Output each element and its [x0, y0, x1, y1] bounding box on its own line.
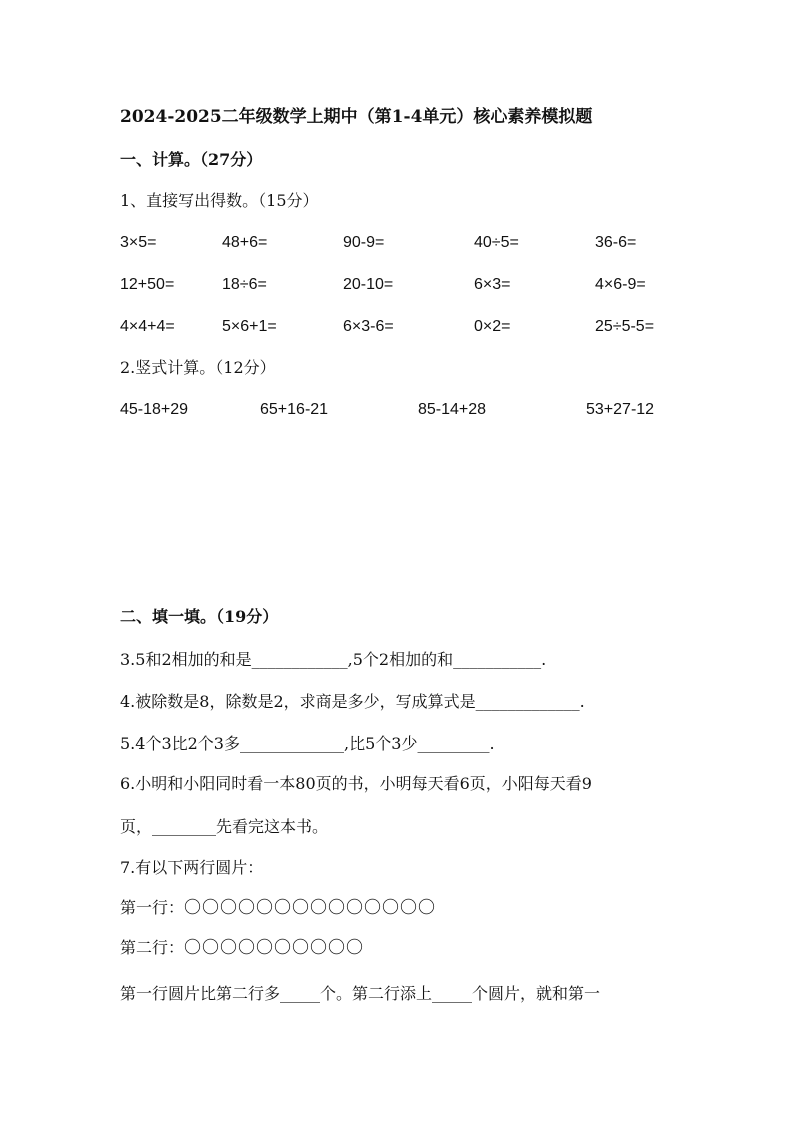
- answer-blank[interactable]: _____: [280, 984, 321, 1003]
- vertical-calc-item: 65+16-21: [260, 401, 329, 418]
- vertical-calc-item: 53+27-12: [586, 401, 655, 418]
- row-1-label: 第一行：: [120, 898, 185, 917]
- question-5: [120, 734, 495, 754]
- question-5-text: ,比5个3少: [344, 734, 418, 753]
- question-7-label: 7.有以下两行圆片：: [120, 858, 264, 877]
- calc-item: 90-9=: [343, 234, 385, 251]
- calc-item: 0×2=: [474, 318, 511, 335]
- section-heading-calculation: 一、计算。（27分）: [120, 150, 263, 169]
- calc-item: 18÷6=: [222, 276, 267, 293]
- question-7-text: 个。第二行添上: [320, 984, 433, 1003]
- question-7-last-line: [120, 984, 600, 1004]
- answer-blank[interactable]: _________: [417, 734, 490, 753]
- answer-blank[interactable]: _____: [432, 984, 473, 1003]
- vertical-calc-item: 45-18+29: [120, 401, 189, 418]
- calc-item: 36-6=: [595, 234, 637, 251]
- question-6-text: 页，: [120, 817, 153, 836]
- page-title: 2024-2025二年级数学上期中（第1-4单元）核心素养模拟题: [120, 107, 593, 127]
- calc-item: 4×4+4=: [120, 318, 175, 335]
- circle-row-1: [120, 898, 436, 918]
- calc-item: 4×6-9=: [595, 276, 646, 293]
- calc-item: 48+6=: [222, 234, 268, 251]
- question-7-text: 个圆片，就和第一: [472, 984, 601, 1003]
- question-3-text: ,5个2相加的和: [347, 650, 454, 669]
- question-4-end: .: [579, 692, 585, 711]
- circle-row-2-circles: 〇〇〇〇〇〇〇〇〇〇: [184, 938, 365, 958]
- answer-blank[interactable]: ________: [152, 817, 217, 836]
- calc-item: 5×6+1=: [222, 318, 277, 335]
- question-2-label: 2.竖式计算。（12分）: [120, 358, 276, 377]
- answer-blank[interactable]: _____________: [475, 692, 580, 711]
- calc-item: 6×3-6=: [343, 318, 394, 335]
- circle-row-2: [120, 938, 364, 958]
- question-6-line-1: 6.小明和小阳同时看一本80页的书，小明每天看6页，小阳每天看9: [120, 774, 592, 793]
- calc-item: 40÷5=: [474, 234, 519, 251]
- circle-row-1-circles: 〇〇〇〇〇〇〇〇〇〇〇〇〇〇: [184, 898, 437, 918]
- question-6-text: 先看完这本书。: [216, 817, 329, 836]
- question-3-end: .: [541, 650, 547, 669]
- vertical-calc-item: 85-14+28: [418, 401, 487, 418]
- question-1-label: 1、直接写出得数。（15分）: [120, 191, 319, 210]
- row-2-label: 第二行：: [120, 938, 185, 957]
- calc-item: 12+50=: [120, 276, 175, 293]
- question-4-text: 4.被除数是8，除数是2，求商是多少，写成算式是: [120, 692, 476, 711]
- calc-item: 25÷5-5=: [595, 318, 655, 335]
- question-7-text: 第一行圆片比第二行多: [120, 984, 281, 1003]
- calc-item: 6×3=: [474, 276, 511, 293]
- question-5-end: .: [489, 734, 495, 753]
- answer-blank[interactable]: ___________: [453, 650, 542, 669]
- question-6-line-2: [120, 817, 328, 837]
- answer-blank[interactable]: _____________: [240, 734, 344, 753]
- question-5-text: 5.4个3比2个3多: [120, 734, 240, 753]
- question-3: [120, 650, 546, 670]
- calc-item: 20-10=: [343, 276, 394, 293]
- question-4: [120, 692, 585, 712]
- answer-blank[interactable]: ____________: [251, 650, 348, 669]
- calc-item: 3×5=: [120, 234, 157, 251]
- section-heading-fill-in: 二、填一填。（19分）: [120, 607, 279, 626]
- question-3-text: 3.5和2相加的和是: [120, 650, 252, 669]
